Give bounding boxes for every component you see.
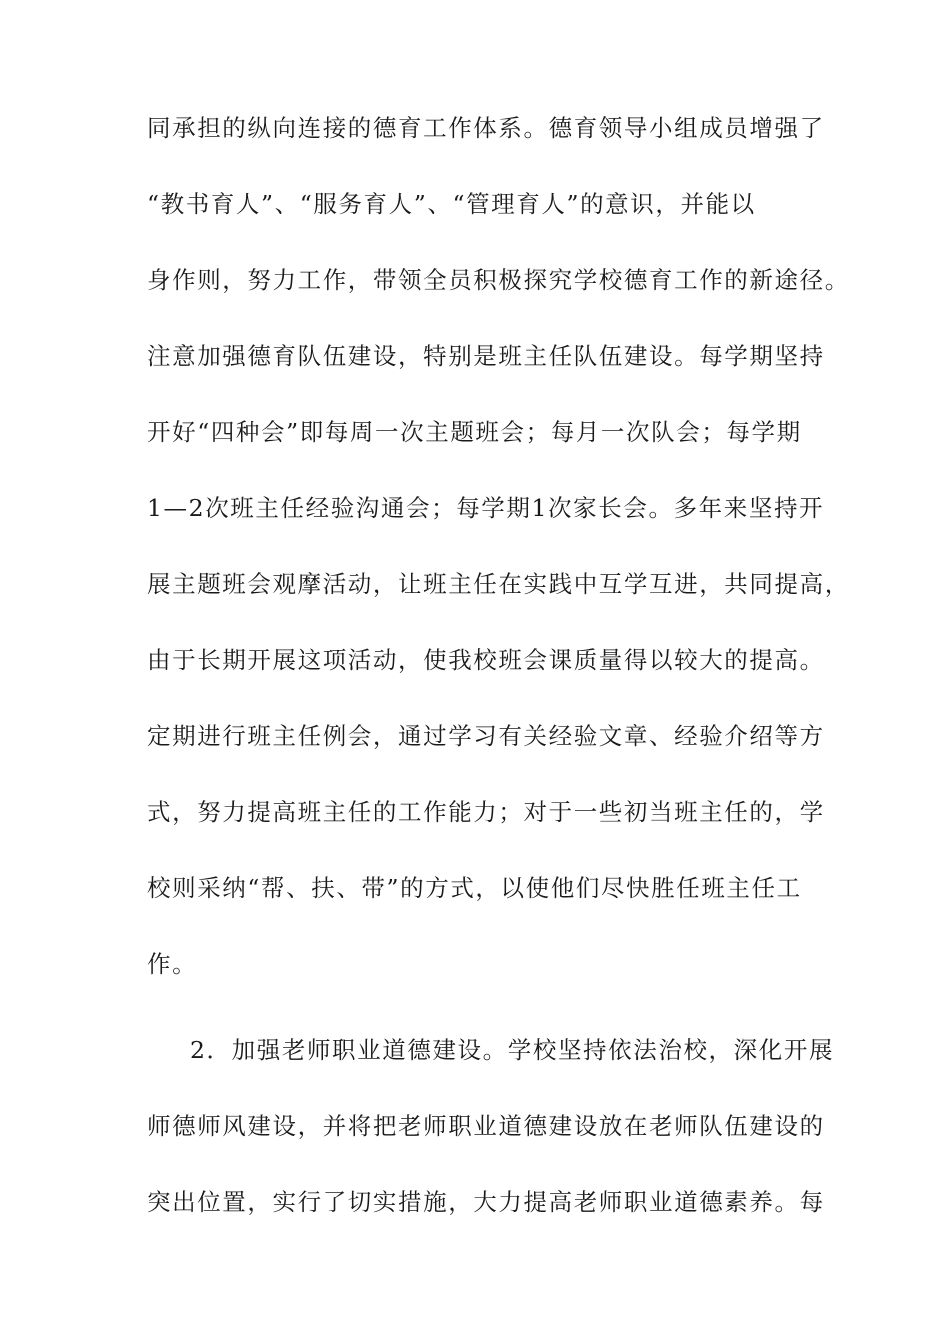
text-line: 展主题班会观摩活动，让班主任在实践中互学互进，共同提高， <box>147 570 850 598</box>
text-line: 式，努力提高班主任的工作能力；对于一些初当班主任的，学 <box>147 798 825 826</box>
text-line: 作。 <box>147 950 198 978</box>
paragraph-first-line: 2．加强老师职业道德建设。学校坚持依法治校，深化开展 <box>190 1036 835 1064</box>
text-line: 师德师风建设，并将把老师职业道德建设放在老师队伍建设的 <box>147 1112 825 1140</box>
text-line: 注意加强德育队伍建设，特别是班主任队伍建设。每学期坚持 <box>147 342 825 370</box>
text-line: 校则采纳“帮、扶、带”的方式，以使他们尽快胜任班主任工 <box>147 874 802 902</box>
text-line: 定期进行班主任例会，通过学习有关经验文章、经验介绍等方 <box>147 722 825 750</box>
text-line: 开好“四种会”即每周一次主题班会；每月一次队会；每学期 <box>147 418 802 446</box>
text-line: 突出位置，实行了切实措施，大力提高老师职业道德素养。每 <box>147 1188 825 1216</box>
text-line: 身作则，努力工作，带领全员积极探究学校德育工作的新途径。 <box>147 266 850 294</box>
text-line: 同承担的纵向连接的德育工作体系。德育领导小组成员增强了 <box>147 114 825 142</box>
text-line: “教书育人”、“服务育人”、“管理育人”的意识，并能以 <box>147 190 756 218</box>
text-line: 1—2次班主任经验沟通会；每学期1次家长会。多年来坚持开 <box>147 494 825 522</box>
text-line: 由于长期开展这项活动，使我校班会课质量得以较大的提高。 <box>147 646 825 674</box>
